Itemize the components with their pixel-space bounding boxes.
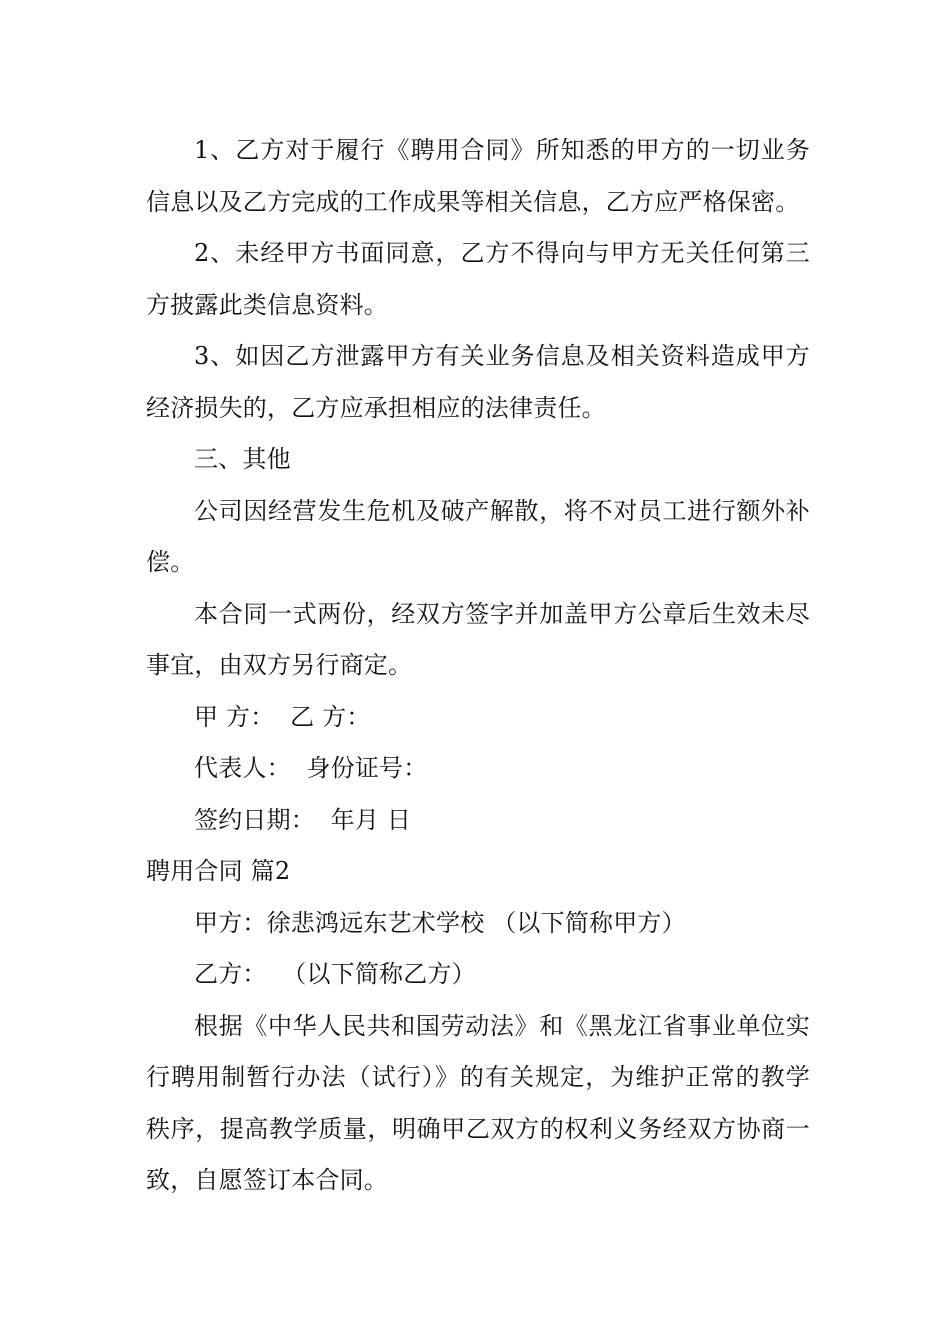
bankruptcy-clause: 公司因经营发生危机及破产解散，将不对员工进行额外补偿。 [146,496,810,576]
contract-2-title: 聘用合同 篇2 [146,857,291,885]
representative-line: 代表人： 身份证号： [194,754,428,782]
party-a-line: 甲方：徐悲鸿远东艺术学校 （以下简称甲方） [194,908,686,937]
preamble-paragraph: 根据《中华人民共和国劳动法》和《黑龙江省事业单位实行聘用制暂行办法（试行）》的有关规定，为维护正常的教学秩序，提高教学质量，明确甲乙双方的权利义务经双方协商一致，自愿签订本合同。 [146,1011,810,1194]
confidentiality-clause-3: 3、如因乙方泄露甲方有关业务信息及相关资料造成甲方经济损失的，乙方应承担相应的法律责任。 [146,342,810,422]
section-heading-other: 三、其他 [194,445,291,473]
confidentiality-clause-1: 1、乙方对于履行《聘用合同》所知悉的甲方的一切业务信息以及乙方完成的工作成果等相关信息，乙方应严格保密。 [146,136,810,216]
document-body [146,125,810,1207]
party-signature-line: 甲 方： 乙 方： [194,702,371,731]
signing-date-line: 签约日期： 年月 日 [194,805,412,834]
confidentiality-clause-2: 2、未经甲方书面同意，乙方不得向与甲方无关任何第三方披露此类信息资料。 [146,239,810,319]
copies-clause: 本合同一式两份，经双方签字并加盖甲方公章后生效未尽事宜，由双方另行商定。 [146,599,810,679]
party-b-line: 乙方： （以下简称乙方） [194,960,476,988]
